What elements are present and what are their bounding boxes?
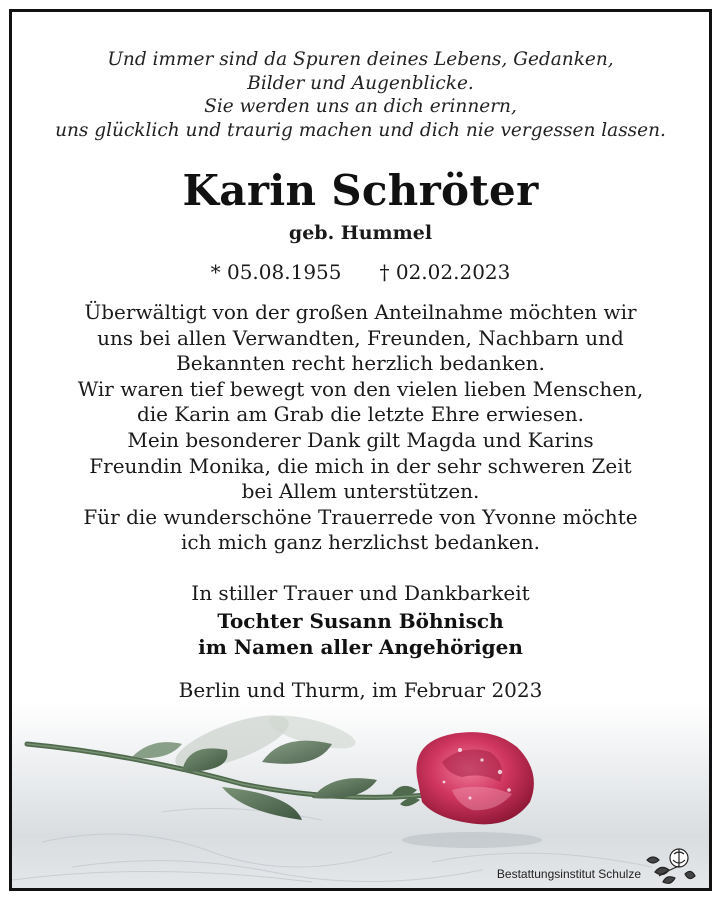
message-line: Für die wunderschöne Trauerrede von Yvonne möchte: [83, 504, 638, 529]
message-line: Mein besonderer Dank gilt Magda und Karins: [127, 427, 594, 452]
message-line: Wir waren tief bewegt von den vielen lieben Menschen,: [77, 376, 644, 401]
flower-logo-icon: [641, 836, 699, 888]
poem: [12, 48, 709, 142]
maiden-name: geb. Hummel: [288, 222, 433, 244]
poem-line: uns glücklich und traurig machen und dich nie vergessen lassen.: [55, 119, 666, 141]
message-line: Bekannten recht herzlich bedanken.: [176, 351, 545, 376]
mourning-line: In stiller Trauer und Dankbarkeit: [191, 581, 530, 605]
message-line: ich mich ganz herzlichst bedanken.: [181, 530, 540, 555]
rose-illustration: [12, 702, 709, 891]
deceased-name: Karin Schröter: [182, 166, 539, 215]
signers: [12, 609, 709, 660]
rose-image: [12, 702, 709, 891]
poem-line: Bilder und Augenblicke.: [247, 72, 474, 94]
death-date: † 02.02.2023: [379, 260, 511, 284]
message-line: bei Allem unterstützen.: [241, 479, 480, 504]
poem-line: Und immer sind da Spuren deines Lebens, Gedanken,: [107, 49, 614, 70]
message-line: Freundin Monika, die mich in der sehr schweren Zeit: [89, 453, 632, 478]
message-line: uns bei allen Verwandten, Freunden, Nachbarn und: [97, 325, 624, 350]
life-dates: [12, 258, 709, 286]
place-date: Berlin und Thurm, im Februar 2023: [178, 678, 543, 702]
thank-you-message: [12, 300, 709, 556]
message-line: die Karin am Grab die letzte Ehre erwiesen.: [136, 402, 585, 427]
signer-line: Tochter Susann Böhnisch: [217, 609, 504, 633]
message-line: Überwältigt von der großen Anteilnahme möchten wir: [84, 300, 637, 324]
funeral-home-name: Bestattungsinstitut Schulze: [496, 867, 641, 881]
poem-line: Sie werden uns an dich erinnern,: [204, 96, 517, 117]
birth-date: * 05.08.1955: [210, 260, 342, 284]
obituary-card: [9, 9, 712, 891]
signer-line: im Namen aller Angehörigen: [198, 634, 523, 659]
